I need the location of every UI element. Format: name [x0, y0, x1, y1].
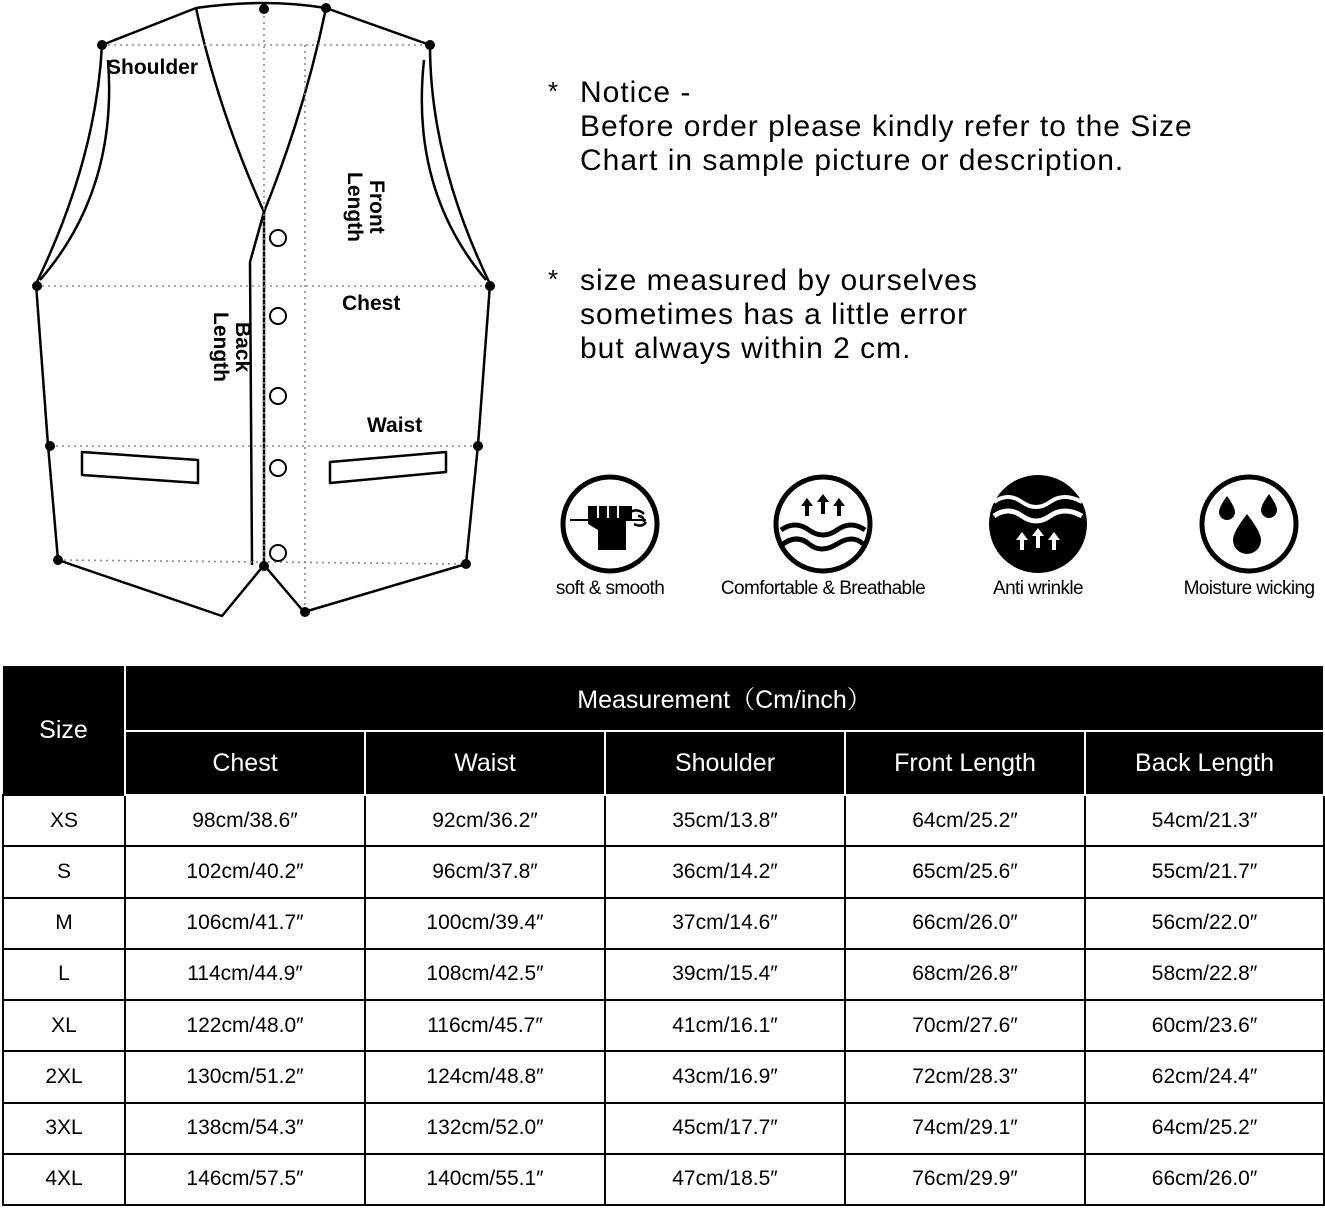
- feature-label: soft & smooth: [555, 578, 665, 599]
- measurement-cell: 36cm/14.2″: [605, 846, 845, 897]
- table-row: [3, 1154, 1324, 1205]
- column-header-shoulder: Shoulder: [605, 731, 845, 795]
- measurement-cell: 74cm/29.1″: [845, 1103, 1085, 1154]
- size-cell: 3XL: [3, 1103, 125, 1154]
- measurement-cell: 76cm/29.9″: [845, 1154, 1085, 1205]
- notice-line: Chart in sample picture or description.: [580, 144, 1125, 177]
- table-row: [3, 795, 1324, 846]
- measurement-cell: 72cm/28.3″: [845, 1051, 1085, 1102]
- vest-right-pocket: [330, 452, 446, 483]
- measurement-cell: 55cm/21.7″: [1085, 846, 1324, 897]
- order-notice: [548, 76, 1193, 178]
- size-cell: XL: [3, 1000, 125, 1051]
- table-row: [3, 949, 1324, 1000]
- measurement-cell: 66cm/26.0″: [1085, 1154, 1324, 1205]
- measurement-cell: 64cm/25.2″: [845, 795, 1085, 846]
- measurement-cell: 65cm/25.6″: [845, 846, 1085, 897]
- column-header-back-length: Back Length: [1085, 731, 1324, 795]
- measurement-cell: 106cm/41.7″: [125, 898, 365, 949]
- fist-icon: [558, 472, 662, 576]
- measurement-cell: 108cm/42.5″: [365, 949, 605, 1000]
- notice-line: Notice -: [580, 76, 692, 109]
- column-header-waist: Waist: [365, 731, 605, 795]
- measurement-cell: 146cm/57.5″: [125, 1154, 365, 1205]
- measurement-cell: 114cm/44.9″: [125, 949, 365, 1000]
- measurement-cell: 39cm/15.4″: [605, 949, 845, 1000]
- measurement-header: Measurement（Cm/inch）: [125, 666, 1324, 731]
- notice-line: size measured by ourselves: [580, 264, 978, 297]
- measurement-cell: 122cm/48.0″: [125, 1000, 365, 1051]
- measurement-cell: 140cm/55.1″: [365, 1154, 605, 1205]
- measurement-cell: 45cm/17.7″: [605, 1103, 845, 1154]
- chest-label: Chest: [342, 292, 401, 315]
- measurement-cell: 92cm/36.2″: [365, 795, 605, 846]
- asterisk: *: [548, 76, 560, 106]
- measurement-cell: 47cm/18.5″: [605, 1154, 845, 1205]
- vest-button: [270, 308, 286, 324]
- anti-wrinkle-icon: [986, 472, 1090, 576]
- measurement-cell: 130cm/51.2″: [125, 1051, 365, 1102]
- table-row: [3, 1103, 1324, 1154]
- measurement-cell: 37cm/14.6″: [605, 898, 845, 949]
- measurement-cell: 35cm/13.8″: [605, 795, 845, 846]
- size-chart-table: [2, 666, 1325, 1206]
- measurement-cell: 66cm/26.0″: [845, 898, 1085, 949]
- notice-line: sometimes has a little error: [580, 298, 969, 331]
- vest-left-pocket: [82, 452, 198, 483]
- size-cell: XS: [3, 795, 125, 846]
- feature-soft-smooth: [540, 472, 680, 600]
- measurement-cell: 132cm/52.0″: [365, 1103, 605, 1154]
- feature-label: Anti wrinkle: [993, 578, 1083, 599]
- table-row: [3, 1051, 1324, 1102]
- measurement-cell: 116cm/45.7″: [365, 1000, 605, 1051]
- size-cell: M: [3, 898, 125, 949]
- measurement-cell: 56cm/22.0″: [1085, 898, 1324, 949]
- measurement-cell: 60cm/23.6″: [1085, 1000, 1324, 1051]
- vest-button: [270, 388, 286, 404]
- vest-button: [270, 230, 286, 246]
- measurement-cell: 124cm/48.8″: [365, 1051, 605, 1102]
- asterisk: *: [548, 264, 560, 294]
- size-cell: 2XL: [3, 1051, 125, 1102]
- notice-line: but always within 2 cm.: [580, 332, 912, 365]
- vest-button: [270, 460, 286, 476]
- column-header-front-length: Front Length: [845, 731, 1085, 795]
- feature-comfortable-breathable: [705, 472, 941, 600]
- measurement-cell: 138cm/54.3″: [125, 1103, 365, 1154]
- measurement-cell: 96cm/37.8″: [365, 846, 605, 897]
- table-row: [3, 1000, 1324, 1051]
- vest-left-armhole: [40, 60, 109, 280]
- feature-label: Moisture wicking: [1183, 578, 1315, 599]
- back-length-label-line1: Back: [231, 322, 254, 373]
- measurement-cell: 100cm/39.4″: [365, 898, 605, 949]
- size-cell: L: [3, 949, 125, 1000]
- notice-line: Before order please kindly refer to the Size: [580, 110, 1193, 143]
- size-column-header: Size: [3, 666, 125, 795]
- measurement-cell: 64cm/25.2″: [1085, 1103, 1324, 1154]
- back-length-label-line2: Length: [209, 312, 232, 382]
- size-cell: 4XL: [3, 1154, 125, 1205]
- water-drops-icon: [1197, 472, 1301, 576]
- table-row: [3, 846, 1324, 897]
- measurement-cell: 102cm/40.2″: [125, 846, 365, 897]
- vest-button: [270, 545, 286, 561]
- measurement-cell: 62cm/24.4″: [1085, 1051, 1324, 1102]
- measurement-cell: 58cm/22.8″: [1085, 949, 1324, 1000]
- table-row: [3, 898, 1324, 949]
- front-length-label-line2: Length: [343, 172, 366, 242]
- measurement-cell: 43cm/16.9″: [605, 1051, 845, 1102]
- shoulder-label: Shoulder: [107, 56, 199, 79]
- measurement-cell: 54cm/21.3″: [1085, 795, 1324, 846]
- vest-right-lapel: [264, 8, 326, 212]
- feature-label: Comfortable & Breathable: [720, 578, 926, 599]
- measurement-cell: 70cm/27.6″: [845, 1000, 1085, 1051]
- feature-moisture-wicking: [1172, 472, 1325, 600]
- front-length-label-line1: Front: [365, 180, 388, 234]
- measurement-cell: 41cm/16.1″: [605, 1000, 845, 1051]
- vest-diagram: [0, 0, 520, 630]
- size-cell: S: [3, 846, 125, 897]
- feature-anti-wrinkle: [968, 472, 1108, 600]
- measurement-cell: 68cm/26.8″: [845, 949, 1085, 1000]
- measurement-error-notice: [548, 264, 978, 366]
- measurement-cell: 98cm/38.6″: [125, 795, 365, 846]
- column-header-chest: Chest: [125, 731, 365, 795]
- waist-label: Waist: [367, 414, 423, 437]
- breathable-icon: [771, 472, 875, 576]
